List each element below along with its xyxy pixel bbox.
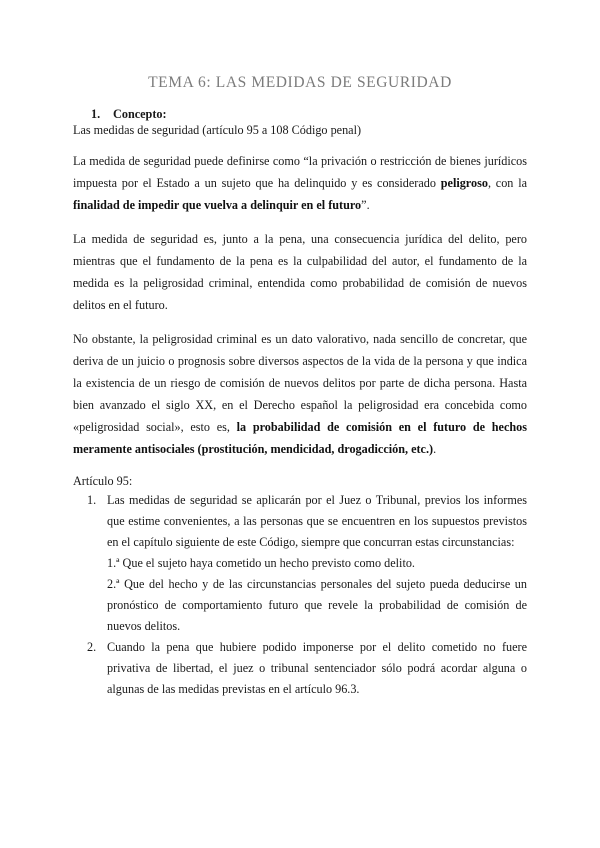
p3-text-a: No obstante, la peligrosidad criminal es un dato valorativo, nada sencillo de concretar, que deriva de un juicio o prognosis sobre diversos aspectos de la vida de la persona y que indica la existencia de un riesgo de comisión de nuevos delitos por parte de dicha persona. Hasta bien avanzado el siglo XX, en el Derecho español la peligrosidad era concebida como «peligrosidad social», esto es, xyxy=(73,332,527,434)
paragraph-peligrosidad xyxy=(73,328,527,460)
paragraph-definition xyxy=(73,150,527,216)
p1-text-a: La medida de seguridad puede definirse como “la privación o restricción de bienes jurídicos impuesta por el Estado a un sujeto que ha delinquido y es considerado xyxy=(73,154,527,190)
section-heading xyxy=(73,107,527,122)
article-label: Artículo 95: xyxy=(73,474,133,488)
list-item xyxy=(73,637,527,700)
paragraph-fundamento: La medida de seguridad es, junto a la pena, una consecuencia jurídica del delito, pero mientras que el fundamento de la pena es la culpabilidad del autor, el fundamento de la medida es la peligrosidad criminal, entendida como probabilidad de comisión de nuevos delitos en el futuro. xyxy=(73,232,527,312)
section-number: 1. xyxy=(91,107,101,121)
list-item-text: Cuando la pena que hubiere podido imponerse por el delito cometido no fuere privativa de libertad, el juez o tribunal sentenciador sólo podrá acordar alguna o algunas de las medidas previstas en el artículo 96.3. xyxy=(107,640,527,696)
p1-text-e: ”. xyxy=(361,198,370,212)
list-item xyxy=(73,490,527,637)
page-title: TEMA 6: LAS MEDIDAS DE SEGURIDAD xyxy=(148,74,452,91)
document-body xyxy=(73,107,527,700)
subtitle: Las medidas de seguridad (artículo 95 a 108 Código penal) xyxy=(73,123,362,137)
section-title: Concepto: xyxy=(113,107,167,121)
list-item-number: 2. xyxy=(87,640,97,654)
article-list xyxy=(73,490,527,700)
list-item-number: 1. xyxy=(87,493,97,507)
p3-text-c: . xyxy=(433,442,437,456)
p1-bold-peligroso: peligroso xyxy=(440,176,488,190)
p1-text-c: , con la xyxy=(487,176,527,190)
list-subitem: 1.ª Que el sujeto haya cometido un hecho previsto como delito. xyxy=(107,556,415,570)
p1-bold-finalidad: finalidad de impedir que vuelva a delinquir en el futuro xyxy=(73,198,362,212)
list-subitem: 2.ª Que del hecho y de las circunstancias personales del sujeto pueda deducirse un pronóstico de comportamiento futuro que revele la probabilidad de comisión de nuevos delitos. xyxy=(107,577,527,633)
p3-bold-antisociales: la probabilidad de comisión en el futuro de hechos meramente antisociales (prostitución, mendicidad, drogadicción, etc.) xyxy=(73,420,527,456)
list-item-text: Las medidas de seguridad se aplicarán por el Juez o Tribunal, previos los informes que estime convenientes, a las personas que se encuentren en los supuestos previstos en el capítulo siguiente de este Código, siempre que concurran estas circunstancias: xyxy=(107,493,527,549)
